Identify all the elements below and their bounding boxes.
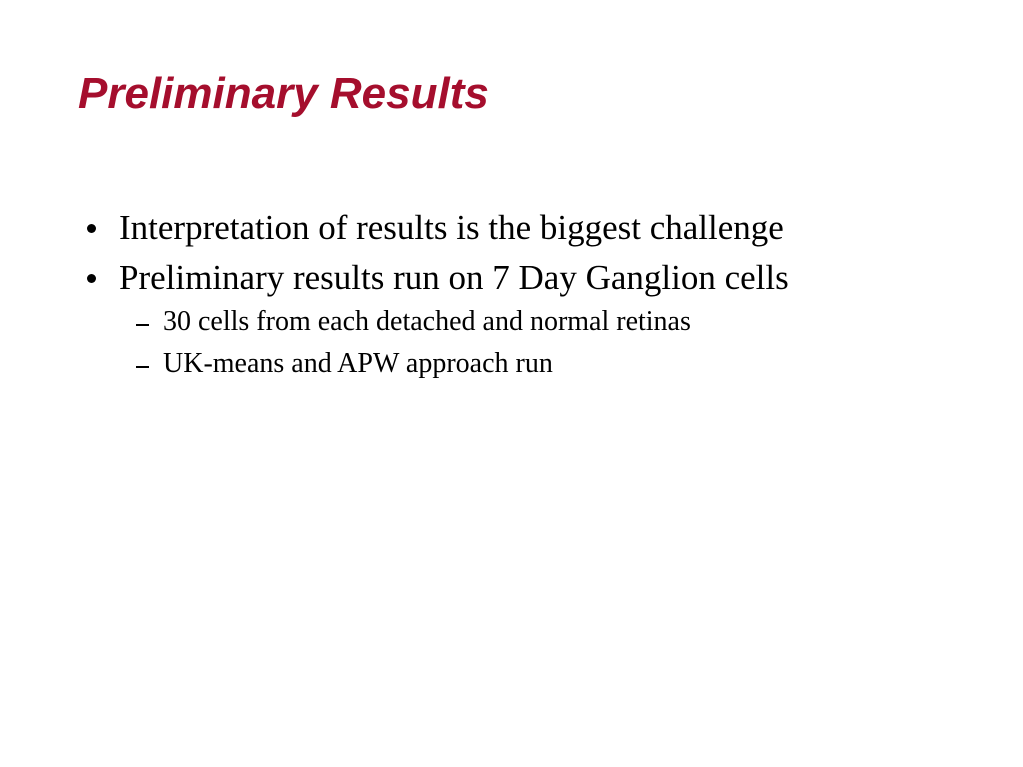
bullet-dot-icon	[87, 274, 96, 283]
sub-bullet-item	[82, 301, 1002, 343]
bullet-list	[82, 203, 1002, 385]
sub-bullet-text: UK-means and APW approach run	[163, 348, 553, 379]
bullet-text: Preliminary results run on 7 Day Ganglion cells	[119, 258, 789, 297]
slide-title: Preliminary Results	[78, 69, 489, 118]
sub-bullet-text: 30 cells from each detached and normal retinas	[163, 306, 691, 337]
bullet-item	[82, 203, 1002, 253]
bullet-item	[82, 253, 1002, 303]
dash-icon	[136, 324, 149, 326]
bullet-dot-icon	[87, 224, 96, 233]
bullet-text: Interpretation of results is the biggest challenge	[119, 208, 784, 247]
dash-icon	[136, 366, 149, 368]
sub-bullet-item	[82, 343, 1002, 385]
